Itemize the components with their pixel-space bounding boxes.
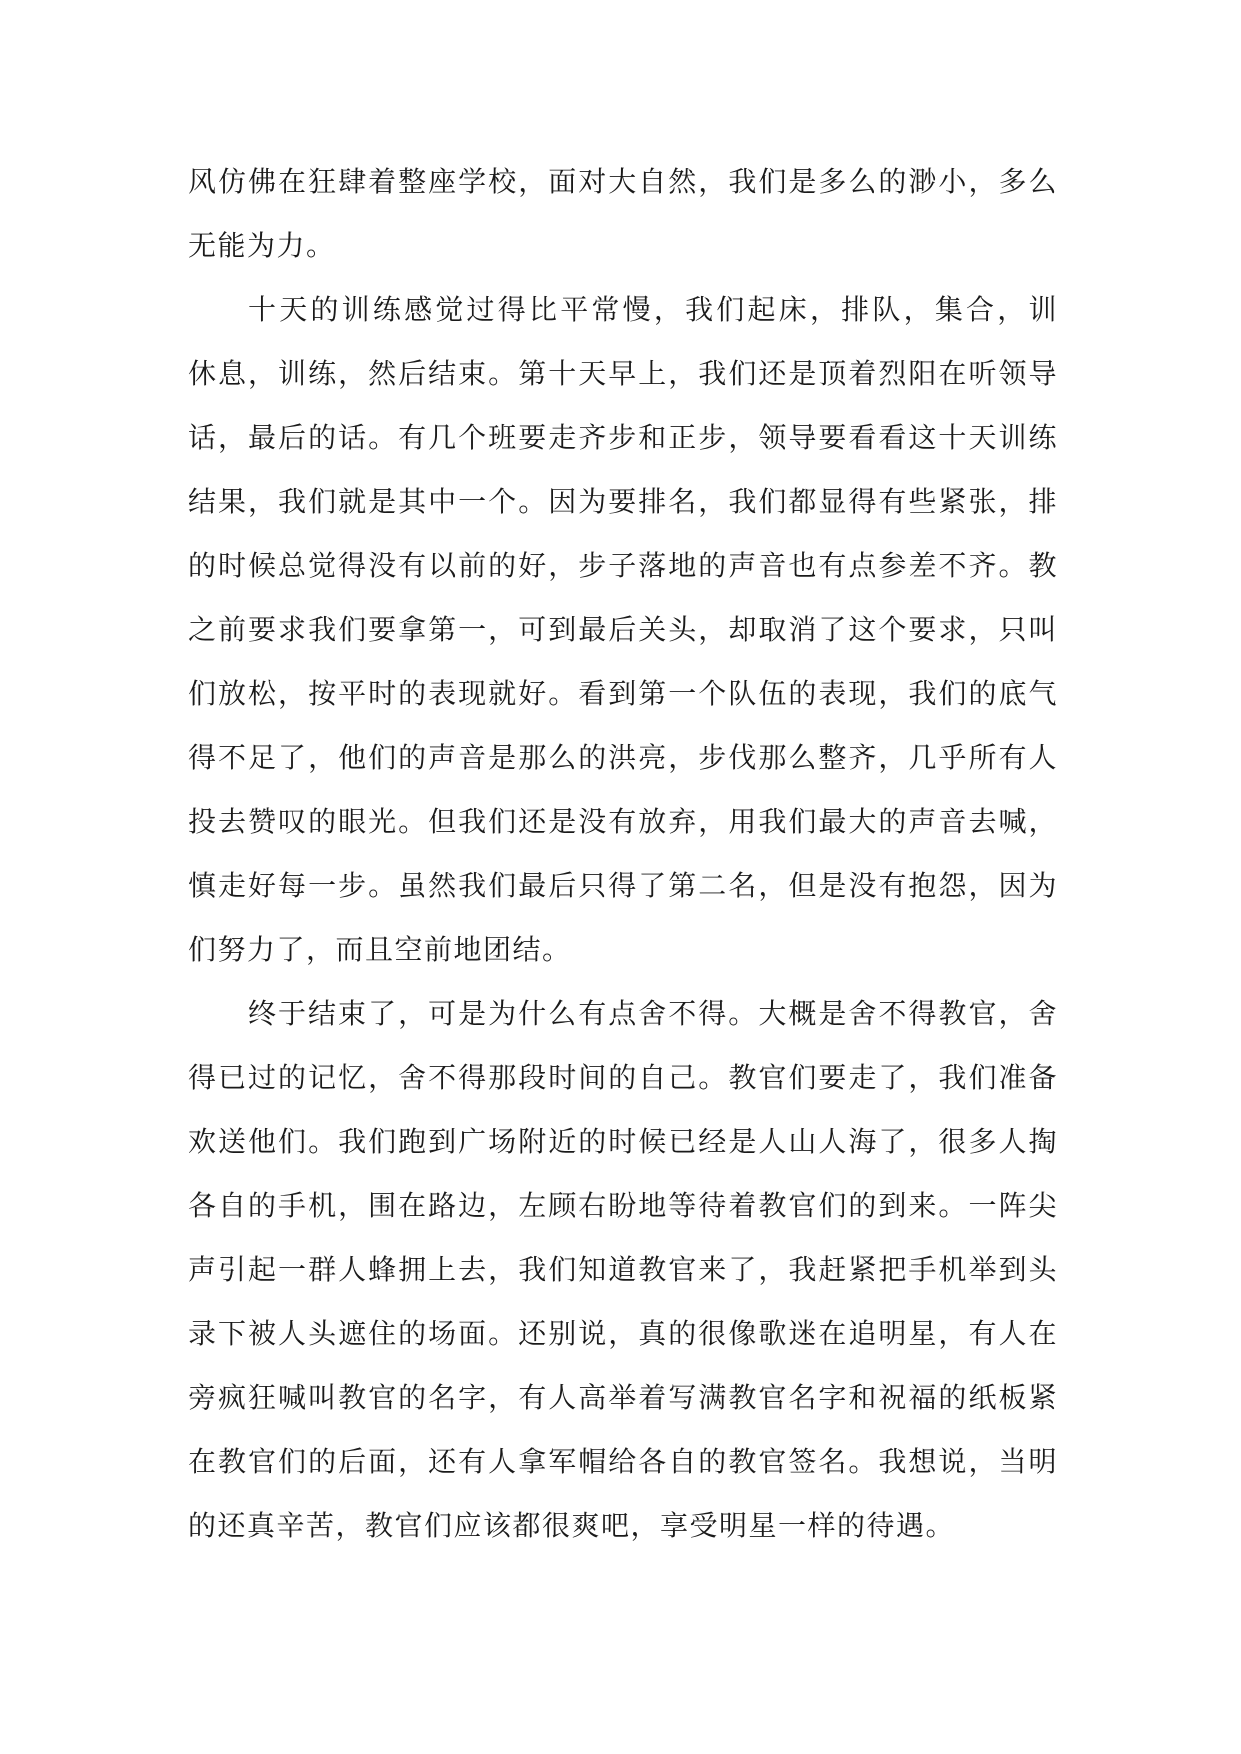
text-line: 休息，训练，然后结束。第十天早上，我们还是顶着烈阳在听领导 xyxy=(188,357,1058,390)
text-line: 各自的手机，围在路边，左顾右盼地等待着教官们的到来。一阵尖 xyxy=(188,1189,1058,1222)
text-line: 慎走好每一步。虽然我们最后只得了第二名，但是没有抱怨，因为 xyxy=(188,869,1058,902)
text-line: 声引起一群人蜂拥上去，我们知道教官来了，我赶紧把手机举到头 xyxy=(188,1253,1058,1286)
text-line: 投去赞叹的眼光。但我们还是没有放弃，用我们最大的声音去喊， xyxy=(188,805,1058,838)
paragraph xyxy=(188,982,1058,1558)
text-line: 得已过的记忆，舍不得那段时间的自己。教官们要走了，我们准备 xyxy=(188,1061,1058,1094)
text-line: 之前要求我们要拿第一，可到最后关头，却取消了这个要求，只叫 xyxy=(188,613,1058,646)
text-line: 话，最后的话。有几个班要走齐步和正步，领导要看看这十天训练 xyxy=(188,421,1058,454)
text-line: 录下被人头遮住的场面。还别说，真的很像歌迷在追明星，有人在 xyxy=(188,1317,1058,1350)
text-line: 终于结束了，可是为什么有点舍不得。大概是舍不得教官，舍 xyxy=(248,997,1058,1030)
text-line: 们努力了，而且空前地团结。 xyxy=(188,933,572,966)
text-line: 欢送他们。我们跑到广场附近的时候已经是人山人海了，很多人掏 xyxy=(188,1125,1058,1158)
paragraph xyxy=(188,278,1058,982)
text-line: 的时候总觉得没有以前的好，步子落地的声音也有点参差不齐。教 xyxy=(188,549,1058,582)
text-line: 得不足了，他们的声音是那么的洪亮，步伐那么整齐，几乎所有人 xyxy=(188,741,1058,774)
text-line: 的还真辛苦，教官们应该都很爽吧，享受明星一样的待遇。 xyxy=(188,1509,956,1542)
text-line: 在教官们的后面，还有人拿军帽给各自的教官签名。我想说，当明 xyxy=(188,1445,1058,1478)
paragraph xyxy=(188,150,1058,278)
text-line: 无能为力。 xyxy=(188,229,336,262)
text-line: 们放松，按平时的表现就好。看到第一个队伍的表现，我们的底气 xyxy=(188,677,1058,710)
text-line: 风仿佛在狂肆着整座学校，面对大自然，我们是多么的渺小，多么 xyxy=(188,165,1058,198)
text-line: 十天的训练感觉过得比平常慢，我们起床，排队，集合，训 xyxy=(248,293,1058,326)
document-body xyxy=(188,150,1058,1558)
text-line: 结果，我们就是其中一个。因为要排名，我们都显得有些紧张，排 xyxy=(188,485,1058,518)
text-line: 旁疯狂喊叫教官的名字，有人高举着写满教官名字和祝福的纸板紧 xyxy=(188,1381,1058,1414)
